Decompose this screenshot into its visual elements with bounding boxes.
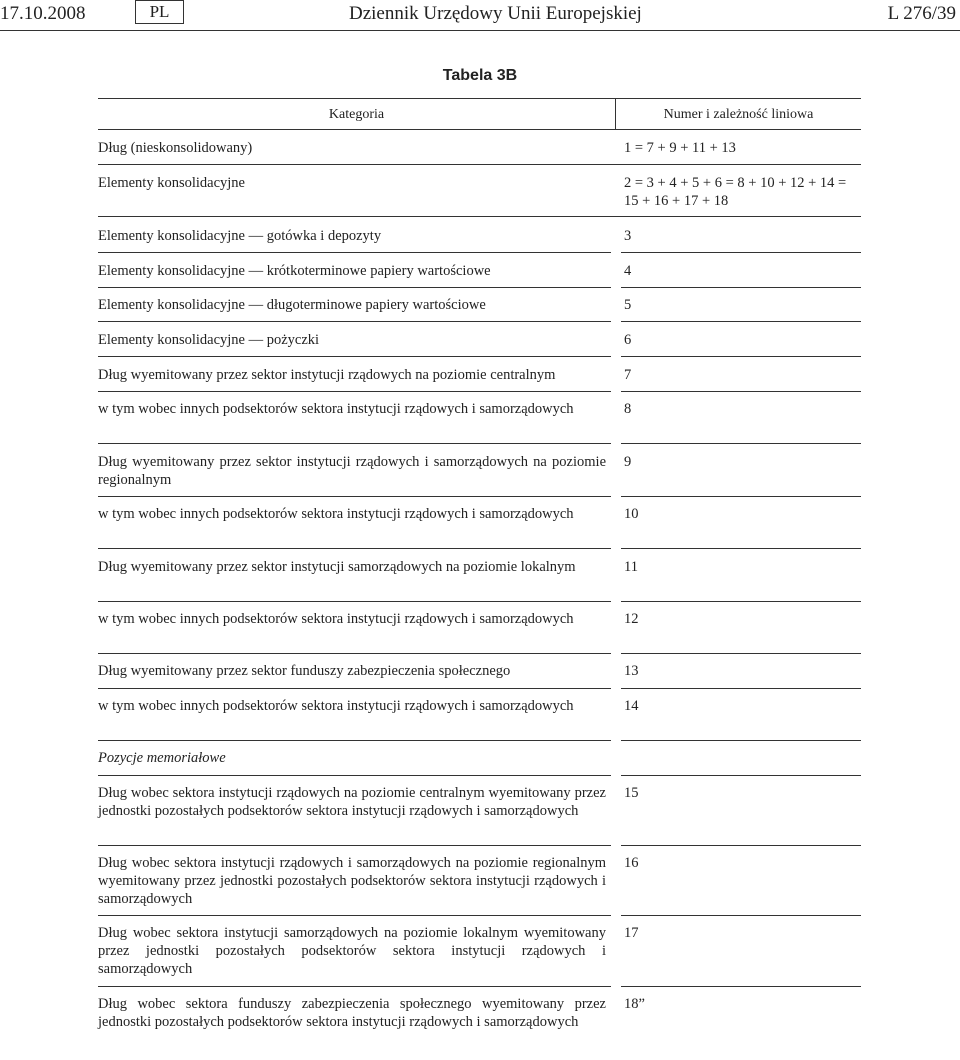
table-row-number: 4 xyxy=(624,263,632,279)
table-row-number: 13 xyxy=(624,663,639,679)
row-divider xyxy=(621,775,861,776)
table-row-category: Dług wyemitowany przez sektor instytucji samorządowych na poziomie lokalnym xyxy=(98,559,576,575)
row-divider xyxy=(621,356,861,357)
row-divider xyxy=(621,986,861,987)
table-row-number: 6 xyxy=(624,332,632,348)
table-row-number: 10 xyxy=(624,506,639,522)
column-header-category: Kategoria xyxy=(328,107,385,122)
page-header xyxy=(0,0,960,31)
table-row-category: Elementy konsolidacyjne — gotówka i depozyty xyxy=(98,228,382,244)
table-row-number: 17 xyxy=(624,925,639,941)
table-row-category: w tym wobec innych podsektorów sektora instytucji rządowych i samorządowych xyxy=(98,506,574,522)
row-divider xyxy=(621,688,861,689)
table-row-number: 18” xyxy=(624,996,645,1012)
table-row-number: 5 xyxy=(624,297,632,313)
row-divider xyxy=(98,986,611,987)
table-row-number: 3 xyxy=(624,228,632,244)
row-divider xyxy=(98,321,611,322)
table-row-number: 15 xyxy=(624,785,639,801)
publication-date: 17.10.2008 xyxy=(0,3,86,24)
table-row-category: w tym wobec innych podsektorów sektora instytucji rządowych i samorządowych xyxy=(98,611,574,627)
row-divider xyxy=(621,443,861,444)
table-row-number: 1 = 7 + 9 + 11 + 13 xyxy=(624,140,736,156)
column-header-number: Numer i zależność liniowa xyxy=(663,107,814,122)
row-divider xyxy=(98,356,611,357)
table-row-number: 11 xyxy=(624,559,638,575)
table-row-number: 16 xyxy=(624,855,639,871)
row-divider xyxy=(621,601,861,602)
table-rule-top xyxy=(98,98,861,99)
memo-items-heading: Pozycje memoriałowe xyxy=(98,750,226,766)
row-divider xyxy=(621,287,861,288)
table-row-category: Dług wobec sektora funduszy zabezpieczenia społecznego wyemitowany przez jednostki pozostałych podsektorów sektora instytucji rządowych i samorządowych xyxy=(98,996,606,1030)
row-divider xyxy=(621,740,861,741)
table-row-number: 12 xyxy=(624,611,639,627)
row-divider xyxy=(621,252,861,253)
table-row-number: 8 xyxy=(624,401,632,417)
table-row-category: Elementy konsolidacyjne — pożyczki xyxy=(98,332,320,348)
row-divider xyxy=(98,740,611,741)
row-divider xyxy=(621,845,861,846)
table-row-number: 14 xyxy=(624,698,639,714)
journal-title: Dziennik Urzędowy Unii Europejskiej xyxy=(349,3,642,24)
row-divider xyxy=(98,601,611,602)
row-divider xyxy=(98,653,611,654)
table-row-category: Elementy konsolidacyjne xyxy=(98,175,245,191)
table-row-category: w tym wobec innych podsektorów sektora instytucji rządowych i samorządowych xyxy=(98,698,574,714)
row-divider xyxy=(98,548,611,549)
table-row-category: w tym wobec innych podsektorów sektora instytucji rządowych i samorządowych xyxy=(98,401,574,417)
row-divider xyxy=(621,321,861,322)
table-title: Tabela 3B xyxy=(442,67,518,84)
table-rule-header xyxy=(98,129,861,130)
row-divider xyxy=(98,443,611,444)
table-row-category: Dług wyemitowany przez sektor instytucji rządowych na poziomie centralnym xyxy=(98,367,556,383)
row-divider xyxy=(621,391,861,392)
row-divider xyxy=(98,252,611,253)
language-badge: PL xyxy=(135,0,184,24)
table-row-number: 9 xyxy=(624,454,632,470)
page-reference: L 276/39 xyxy=(887,3,956,24)
row-divider xyxy=(98,688,611,689)
row-divider xyxy=(98,496,611,497)
row-divider xyxy=(98,915,611,916)
table-row-category: Dług wyemitowany przez sektor instytucji rządowych i samorządowych na poziomie regionalnym xyxy=(98,454,606,488)
row-divider xyxy=(621,653,861,654)
row-divider xyxy=(98,164,861,165)
row-divider xyxy=(98,845,611,846)
row-divider xyxy=(621,548,861,549)
table-row-category: Elementy konsolidacyjne — długoterminowe papiery wartościowe xyxy=(98,297,486,313)
table-row-category: Elementy konsolidacyjne — krótkoterminowe papiery wartościowe xyxy=(98,263,491,279)
row-divider xyxy=(98,216,861,217)
table-row-number: 7 xyxy=(624,367,632,383)
row-divider xyxy=(621,496,861,497)
table-row-category: Dług wobec sektora instytucji rządowych na poziomie centralnym wyemitowany przez jednostki pozostałych podsektorów sektora instytucji rządowych i samorządowych xyxy=(98,785,606,819)
table-row-category: Dług (nieskonsolidowany) xyxy=(98,140,253,156)
row-divider xyxy=(98,287,611,288)
row-divider xyxy=(98,391,611,392)
table-row-category: Dług wobec sektora instytucji samorządowych na poziomie lokalnym wyemitowany przez jednostki pozostałych podsektorów sektora instytucji rządowych i samorządowych xyxy=(98,925,606,977)
table-row-category: Dług wobec sektora instytucji rządowych i samorządowych na poziomie regionalnym wyemitowany przez jednostki pozostałych podsektorów sektora instytucji rządowych i samorządowych xyxy=(98,855,606,907)
table-row-number: 2 = 3 + 4 + 5 + 6 = 8 + 10 + 12 + 14 = 15 + 16 + 17 + 18 xyxy=(624,175,847,209)
row-divider xyxy=(621,915,861,916)
table-row-category: Dług wyemitowany przez sektor funduszy zabezpieczenia społecznego xyxy=(98,663,511,679)
row-divider xyxy=(98,775,611,776)
